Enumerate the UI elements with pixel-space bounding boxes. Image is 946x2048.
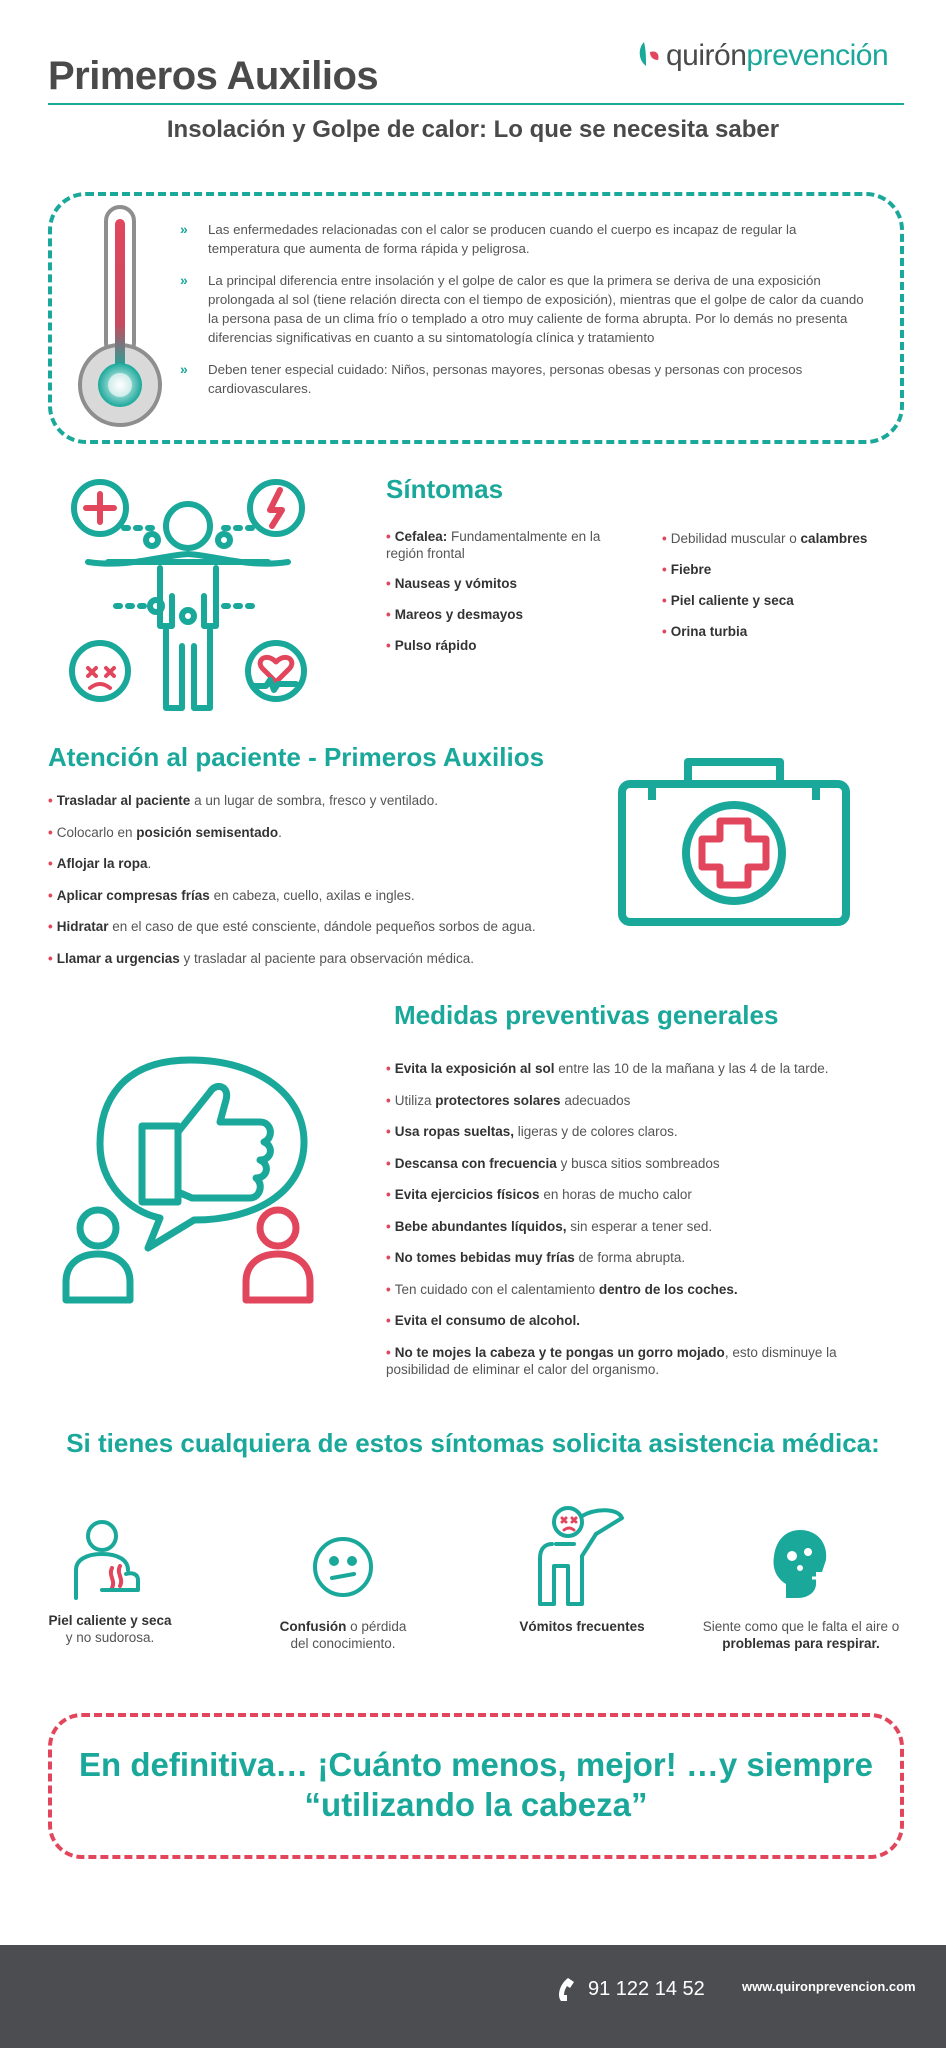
item-bold: Piel caliente y seca	[670, 593, 794, 608]
bullet: •	[386, 1124, 391, 1139]
item-bold: Llamar a urgencias	[56, 950, 180, 966]
list-item	[662, 530, 922, 547]
list-item	[386, 1123, 866, 1140]
phone-icon	[554, 1976, 576, 2002]
phone-number: 91 122 14 52	[588, 1977, 705, 2000]
intro-item	[180, 220, 870, 258]
closing-line1: En definitiva… ¡Cuánto menos, mejor! …y siempre	[79, 1746, 873, 1783]
item-bold: Fiebre	[670, 562, 712, 577]
bullet: •	[386, 1155, 391, 1171]
chevron-right-icon: »	[180, 361, 188, 377]
list-item	[48, 792, 608, 809]
website-link[interactable]: www.quironprevencion.com	[742, 1979, 916, 1994]
item-text: Ten cuidado con el calentamiento	[394, 1281, 599, 1297]
phone-contact[interactable]	[554, 1976, 705, 2002]
footer	[0, 1945, 946, 2048]
bullet: •	[386, 529, 391, 544]
list-item	[662, 561, 922, 578]
intro-text: Las enfermedades relacionadas con el calor se producen cuando el cuerpo es incapaz de regular la temperatura que aumenta de forma rápida y peligrosa.	[208, 222, 797, 256]
item-bold: Bebe abundantes líquidos,	[394, 1218, 567, 1234]
list-item	[48, 887, 608, 904]
list-item	[386, 1281, 866, 1298]
item-bold: No tomes bebidas muy frías	[394, 1250, 575, 1265]
intro-item	[180, 271, 870, 347]
item-text: y trasladar al paciente para observación médica.	[179, 950, 474, 966]
closing-line2: “utilizando la cabeza”	[304, 1786, 648, 1823]
item-text: adecuados	[560, 1092, 631, 1108]
warning-caption-vomit	[492, 1618, 672, 1635]
item-bold: No te mojes la cabeza y te pongas un gorro mojado	[394, 1344, 725, 1360]
bullet: •	[386, 1187, 391, 1202]
prevention-list	[386, 1060, 866, 1391]
list-item	[662, 592, 922, 609]
caption-text: y no sudorosa.	[65, 1630, 155, 1645]
bullet: •	[48, 824, 53, 840]
first-aid-list	[48, 792, 608, 980]
item-text: Debilidad muscular o	[670, 531, 801, 546]
vomiting-person-icon	[536, 1504, 626, 1606]
list-item	[386, 1186, 866, 1203]
logo-text	[666, 39, 888, 73]
intro-item	[180, 360, 870, 398]
bullet: •	[386, 1250, 391, 1265]
intro-list	[180, 220, 870, 411]
bullet: •	[48, 793, 53, 808]
bullet: •	[386, 1344, 391, 1360]
warning-caption-confusion	[253, 1618, 433, 1652]
page-title: Primeros Auxilios	[48, 54, 379, 98]
first-aid-title: Atención al paciente - Primeros Auxilios	[48, 742, 545, 772]
caption-bold: Piel caliente y seca	[48, 1613, 172, 1628]
item-bold: Hidratar	[56, 919, 109, 934]
list-item	[48, 950, 608, 967]
list-item	[48, 824, 608, 841]
list-item	[386, 606, 636, 623]
logo-text-part2: prevención	[746, 39, 889, 72]
breathing-difficulty-icon	[770, 1528, 830, 1600]
item-bold: Pulso rápido	[394, 638, 477, 653]
item-text: y busca sitios sombreados	[556, 1155, 720, 1171]
bullet: •	[662, 562, 667, 577]
item-bold: Trasladar al paciente	[56, 793, 191, 808]
list-item	[386, 1344, 866, 1378]
item-text: en el caso de que esté consciente, dándole pequeños sorbos de agua.	[108, 919, 536, 934]
thermometer-icon	[76, 205, 166, 430]
list-item	[386, 1155, 866, 1172]
confused-face-icon	[312, 1536, 374, 1598]
bullet: •	[662, 531, 667, 546]
list-item	[386, 575, 636, 592]
symptoms-list-left	[386, 528, 636, 667]
logo-text-part1: quirón	[666, 39, 747, 72]
list-item	[386, 1060, 866, 1077]
item-bold: Evita la exposición al sol	[394, 1061, 555, 1076]
caption-bold: Confusión	[279, 1619, 347, 1634]
item-text: en cabeza, cuello, axilas e ingles.	[209, 887, 415, 903]
item-text: a un lugar de sombra, fresco y ventilado.	[190, 793, 438, 808]
thumbs-up-feedback-icon	[60, 1052, 316, 1312]
caption-text: Siente como que le falta el aire o	[702, 1619, 900, 1634]
item-text: Fundamentalmente en la región frontal	[386, 529, 601, 561]
first-aid-kit-icon	[616, 756, 852, 928]
item-text: ligeras y de colores claros.	[514, 1124, 678, 1139]
prevention-title: Medidas preventivas generales	[394, 1000, 779, 1030]
bullet: •	[386, 1218, 391, 1234]
item-text: .	[278, 824, 282, 840]
item-text: Colocarlo en	[56, 824, 137, 840]
item-text: en horas de mucho calor	[539, 1187, 692, 1202]
body-symptoms-icon	[68, 476, 308, 716]
caption-bold: problemas para respirar.	[722, 1636, 880, 1651]
item-bold: Descansa con frecuencia	[394, 1155, 557, 1171]
header-divider	[48, 103, 904, 105]
item-bold: Usa ropas sueltas,	[394, 1124, 515, 1139]
item-bold: Cefalea:	[394, 529, 448, 544]
chevron-right-icon: »	[180, 221, 188, 237]
brand-logo	[636, 38, 888, 74]
bullet: •	[662, 624, 667, 639]
bullet: •	[386, 1092, 391, 1108]
item-bold: Evita el consumo de alcohol.	[394, 1313, 581, 1328]
bullet: •	[386, 1313, 391, 1328]
item-bold: Aflojar la ropa	[56, 856, 148, 871]
item-text: de forma abrupta.	[574, 1250, 686, 1265]
item-bold: Orina turbia	[670, 624, 748, 639]
list-item	[48, 918, 608, 935]
intro-text: Deben tener especial cuidado: Niños, personas mayores, personas obesas y personas con procesos cardiovasculares.	[208, 362, 803, 396]
item-bold: dentro de los coches.	[598, 1281, 738, 1297]
bullet: •	[386, 607, 391, 622]
logo-mark-icon	[636, 38, 666, 74]
item-bold: Evita ejercicios físicos	[394, 1187, 540, 1202]
item-text: , esto disminuye la posibilidad de eliminar el calor del organismo.	[386, 1344, 837, 1377]
bullet: •	[48, 887, 53, 903]
item-text: Utiliza	[394, 1092, 436, 1108]
hot-skin-person-icon	[72, 1520, 144, 1600]
item-bold: calambres	[800, 531, 868, 546]
chevron-right-icon: »	[180, 272, 188, 288]
warning-title: Si tienes cualquiera de estos síntomas solicita asistencia médica:	[66, 1428, 880, 1458]
bullet: •	[48, 856, 53, 871]
caption-text: del conocimiento.	[290, 1636, 396, 1651]
caption-text: o pérdida	[346, 1619, 407, 1634]
list-item	[48, 855, 608, 872]
warning-caption-skin	[20, 1612, 200, 1646]
bullet: •	[386, 638, 391, 653]
item-text: .	[147, 856, 152, 871]
list-item	[386, 528, 636, 562]
intro-text: La principal diferencia entre insolación y el golpe de calor es que la primera se deriva de una exposición prolongada al sol (tiene relación directa con el tiempo de exposición), mientras que el golpe de calor da cuando la persona pasa de un clima frío o templado a otro muy caliente de forma abrupta. Por lo demás no presenta diferencias significativas en cuanto a su sintomatología clínica y tratamiento	[208, 273, 864, 345]
bullet: •	[386, 1281, 391, 1297]
bullet: •	[386, 1061, 391, 1076]
list-item	[386, 1092, 866, 1109]
item-bold: Mareos y desmayos	[394, 607, 524, 622]
item-bold: Aplicar compresas frías	[56, 887, 210, 903]
warning-caption-breath	[686, 1618, 916, 1652]
list-item	[386, 637, 636, 654]
item-text: entre las 10 de la mañana y las 4 de la tarde.	[554, 1061, 829, 1076]
bullet: •	[48, 919, 53, 934]
symptoms-title: Síntomas	[386, 474, 504, 504]
closing-message	[48, 1745, 904, 1825]
item-bold: Nauseas y vómitos	[394, 576, 518, 591]
bullet: •	[662, 593, 667, 608]
list-item	[386, 1218, 866, 1235]
list-item	[386, 1312, 866, 1329]
list-item	[386, 1249, 866, 1266]
list-item	[662, 623, 922, 640]
caption-bold: Vómitos frecuentes	[519, 1619, 645, 1634]
bullet: •	[48, 950, 53, 966]
bullet: •	[386, 576, 391, 591]
item-bold: posición semisentado	[136, 824, 279, 840]
symptoms-list-right	[662, 530, 922, 653]
page-subtitle: Insolación y Golpe de calor: Lo que se necesita saber	[166, 116, 780, 143]
item-text: sin esperar a tener sed.	[566, 1218, 713, 1234]
item-bold: protectores solares	[435, 1092, 561, 1108]
